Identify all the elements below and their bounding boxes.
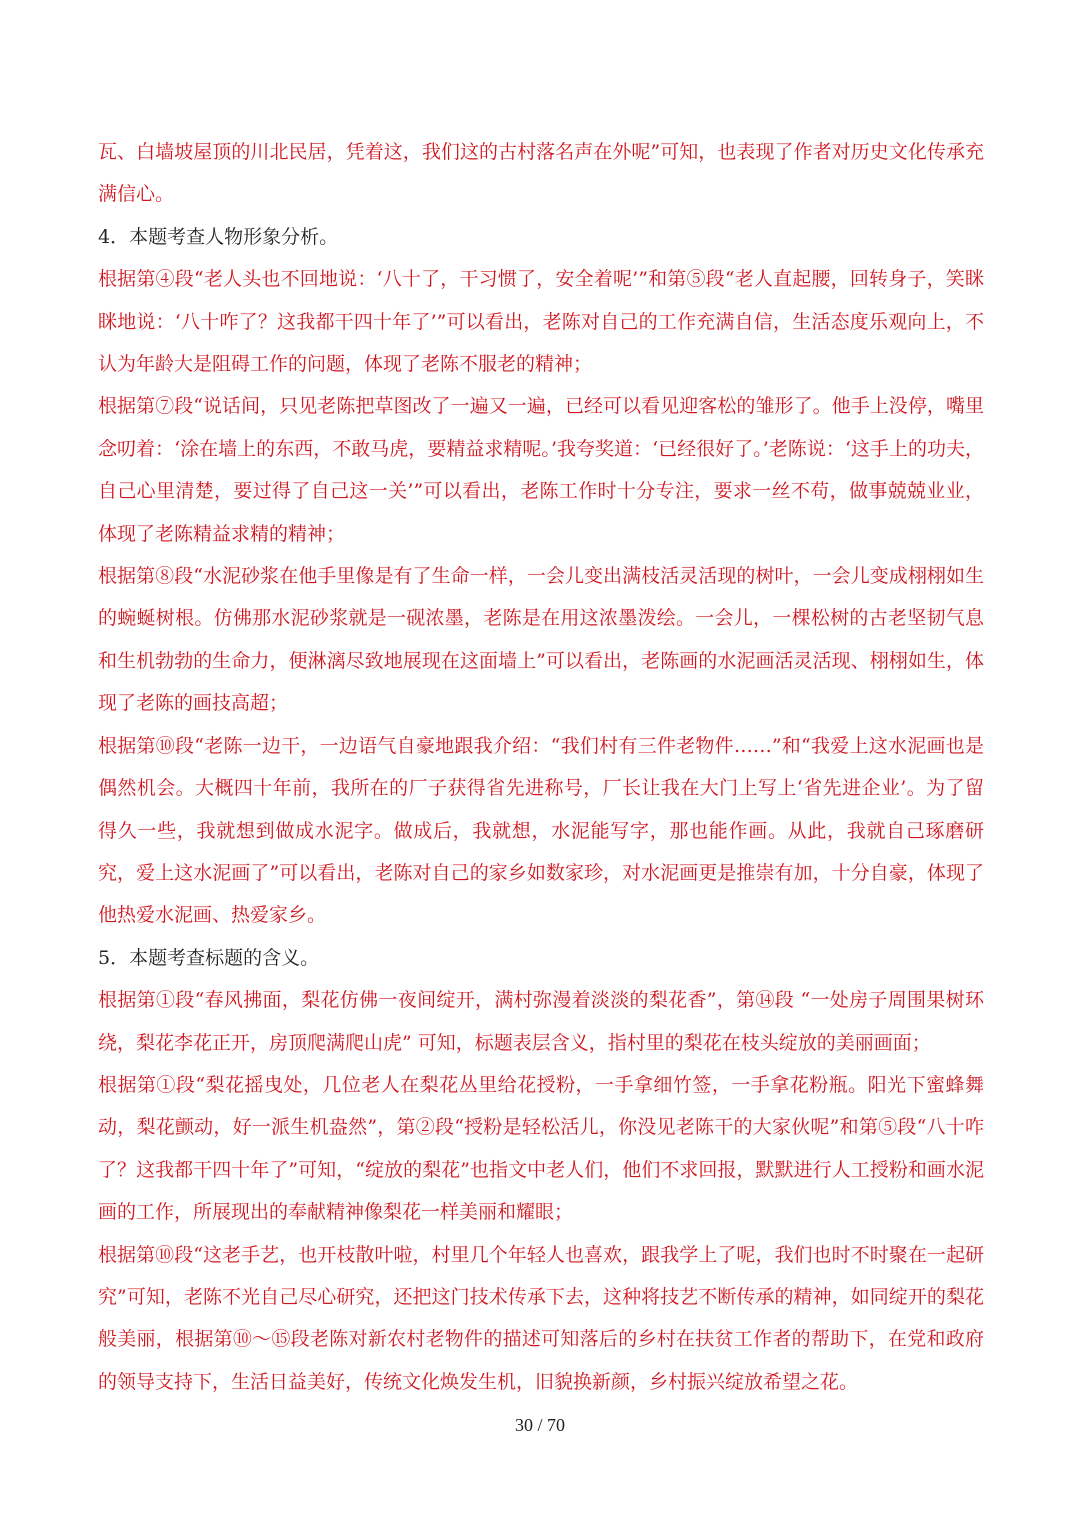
answer-paragraph: 根据第①段“春风拂面，梨花仿佛一夜间绽开，满村弥漫着淡淡的梨花香”，第⑭段 “一处房子周围果树环绕，梨花李花正开，房顶爬满爬山虎” 可知，标题表层含义，指村里的梨花在枝头绽放的美丽画面； — [98, 989, 984, 1054]
answer-paragraph: 根据第⑩段“这老手艺，也开枝散叶啦，村里几个年轻人也喜欢，跟我学上了呢，我们也时不时聚在一起研究”可知，老陈不光自己尽心研究，还把这门技术传承下去，这种将技艺不断传承的精神，如同绽开的梨花般美丽，根据第⑩～⑮段老陈对新农村老物件的描述可知落后的乡村在扶贫工作者的帮助下，在党和政府的领导支持下，生活日益美好，传统文化焕发生机，旧貌换新颜，乡村振兴绽放希望之花。 — [98, 1243, 984, 1393]
answer-paragraph: 根据第⑧段“水泥砂浆在他手里像是有了生命一样，一会儿变出满枝活灵活现的树叶，一会儿变成栩栩如生的蜿蜒树根。仿佛那水泥砂浆就是一砚浓墨，老陈是在用这浓墨泼绘。一会儿，一棵松树的古老坚韧气息和生机勃勃的生命力，便淋漓尽致地展现在这面墙上”可以看出，老陈画的水泥画活灵活现、栩栩如生，体现了老陈的画技高超； — [98, 565, 984, 715]
answer-paragraph: 根据第⑦段“说话间，只见老陈把草图改了一遍又一遍，已经可以看见迎客松的雏形了。他手上没停，嘴里念叨着：‘涂在墙上的东西，不敢马虎，要精益求精呢。’我夸奖道：‘已经很好了。’老陈说：‘这手上的功夫，自己心里清楚，要过得了自己这一关’”可以看出，老陈工作时十分专注，要求一丝不苟，做事兢兢业业，体现了老陈精益求精的精神； — [98, 395, 984, 545]
answer-paragraph: 根据第⑩段“老陈一边干，一边语气自豪地跟我介绍：“我们村有三件老物件……”和“我爱上这水泥画也是偶然机会。大概四十年前，我所在的厂子获得省先进称号，厂长让我在大门上写上‘省先进企业’。为了留得久一些，我就想到做成水泥字。做成后，我就想，水泥能写字，那也能作画。从此，我就自己琢磨研究，爱上这水泥画了”可以看出，老陈对自己的家乡如数家珍，对水泥画更是推崇有加，十分自豪，体现了他热爱水泥画、热爱家乡。 — [98, 734, 984, 927]
answer-paragraph: 根据第④段“老人头也不回地说：‘八十了，干习惯了，安全着呢’”和第⑤段“老人直起腰，回转身子，笑眯眯地说：‘八十咋了？这我都干四十年了’”可以看出，老陈对自己的工作充满自信，生活态度乐观向上，不认为年龄大是阻碍工作的问题，体现了老陈不服老的精神； — [98, 268, 984, 376]
answer-paragraph: 根据第①段“梨花摇曳处，几位老人在梨花丛里给花授粉，一手拿细竹签，一手拿花粉瓶。阳光下蜜蜂舞动，梨花颤动，好一派生机盎然”，第②段“授粉是轻松活儿，你没见老陈干的大家伙呢”和第⑤段“八十咋了？这我都干四十年了”可知，“绽放的梨花”也指文中老人们，他们不求回报，默默进行人工授粉和画水泥画的工作，所展现出的奉献精神像梨花一样美丽和耀眼； — [98, 1073, 984, 1224]
page-number: 30 / 70 — [514, 1415, 565, 1435]
question-heading: 5．本题考查标题的含义。 — [98, 946, 320, 969]
question-heading: 4．本题考查人物形象分析。 — [98, 225, 339, 248]
answer-paragraph: 瓦、白墙坡屋顶的川北民居，凭着这，我们这的古村落名声在外呢”可知，也表现了作者对历史文化传承充满信心。 — [98, 141, 984, 206]
answer-content — [98, 131, 984, 1403]
